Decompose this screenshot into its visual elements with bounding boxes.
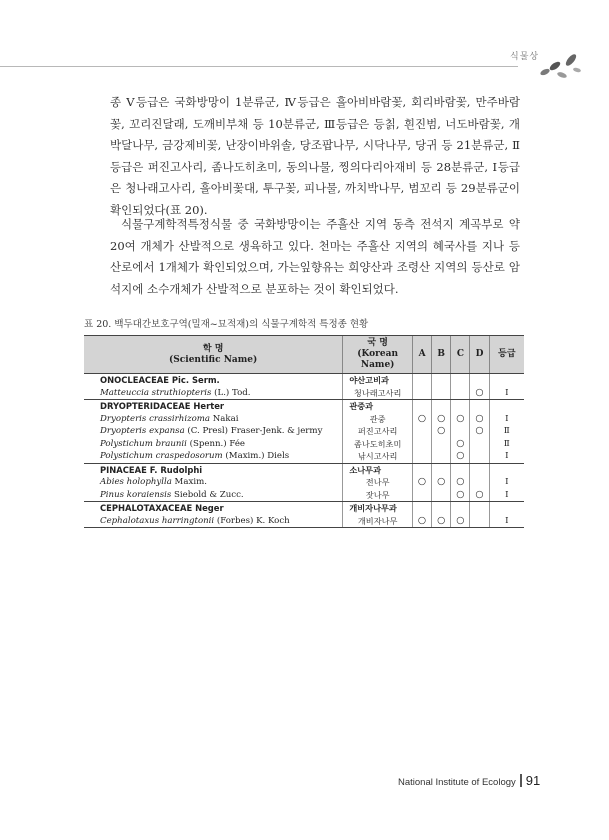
presence-b-cell — [432, 489, 451, 502]
presence-d-cell — [470, 374, 489, 387]
korean-name-cell: 개비자나무 — [343, 515, 413, 528]
page-number: 91 — [525, 773, 541, 788]
scientific-name-cell — [84, 425, 343, 438]
presence-c-cell: ○ — [451, 450, 470, 463]
scientific-name-cell: PINACEAE F. Rudolphi — [100, 464, 203, 475]
header-sci-line1: 학 명 — [202, 343, 224, 354]
presence-c-cell — [451, 425, 470, 438]
grade-cell: Ⅰ — [489, 450, 524, 463]
family-row — [84, 463, 524, 476]
table-header-row — [84, 336, 524, 374]
scientific-name-cell — [84, 476, 343, 489]
presence-c-cell — [451, 387, 470, 400]
species-row — [84, 476, 524, 489]
presence-b-cell — [432, 387, 451, 400]
grade-cell: Ⅰ — [489, 387, 524, 400]
family-row — [84, 400, 524, 413]
presence-b-cell — [432, 463, 451, 476]
presence-b-cell — [432, 502, 451, 515]
author: Nakai — [210, 413, 239, 424]
presence-b-cell — [432, 450, 451, 463]
header-rule — [0, 66, 518, 67]
header-a: A — [412, 336, 431, 374]
header-sci-line2: (Scientific Name) — [169, 354, 258, 365]
korean-name-cell: 개비자나무과 — [343, 502, 413, 515]
species-row — [84, 489, 524, 502]
species-row — [84, 413, 524, 426]
presence-c-cell — [451, 463, 470, 476]
header-korean-name — [343, 336, 413, 374]
presence-d-cell: ○ — [470, 489, 489, 502]
presence-a-cell: ○ — [412, 515, 431, 528]
presence-b-cell — [432, 400, 451, 413]
scientific-name-cell — [84, 515, 343, 528]
presence-c-cell — [451, 502, 470, 515]
presence-b-cell — [432, 438, 451, 451]
body-paragraph-2 — [110, 214, 520, 300]
scientific-name-cell — [84, 438, 343, 451]
scientific-name-cell: CEPHALOTAXACEAE Neger — [100, 503, 224, 514]
header-d: D — [470, 336, 489, 374]
author: (Maxim.) Diels — [222, 451, 290, 462]
presence-a-cell — [412, 374, 431, 387]
scientific-name-cell — [84, 387, 343, 400]
presence-d-cell — [470, 515, 489, 528]
grade-cell: Ⅰ — [489, 489, 524, 502]
presence-b-cell — [432, 374, 451, 387]
author: Siebold & Zucc. — [171, 489, 244, 500]
scientific-name-cell — [84, 489, 343, 502]
presence-c-cell: ○ — [451, 438, 470, 451]
korean-name-cell: 관중과 — [343, 400, 413, 413]
presence-a-cell: ○ — [412, 413, 431, 426]
header-ko-line1: 국 명 — [367, 338, 388, 348]
author: (Spenn.) Fée — [186, 438, 245, 449]
header-b: B — [432, 336, 451, 374]
leaf-ornament-icon — [538, 50, 584, 82]
genus-species: Pinus koraiensis — [100, 489, 172, 500]
korean-name-cell: 잣나무 — [343, 489, 413, 502]
presence-d-cell — [470, 463, 489, 476]
footer-institute: National Institute of Ecology — [398, 777, 516, 788]
genus-species: Dryopteris crassirhizoma — [100, 413, 211, 424]
presence-d-cell — [470, 450, 489, 463]
presence-c-cell: ○ — [451, 476, 470, 489]
presence-b-cell: ○ — [432, 413, 451, 426]
grade-cell: Ⅱ — [489, 425, 524, 438]
header-ko-line2: (Korean Name) — [357, 349, 399, 370]
presence-a-cell: ○ — [412, 476, 431, 489]
presence-c-cell — [451, 400, 470, 413]
presence-d-cell — [470, 400, 489, 413]
presence-b-cell: ○ — [432, 425, 451, 438]
korean-name-cell: 좀나도히초미 — [343, 438, 413, 451]
species-row — [84, 450, 524, 463]
table-caption: 표 20. 백두대간보호구역(밀재~묘적재)의 식물구계학적 특정종 현황 — [84, 319, 369, 330]
footer-separator — [520, 774, 522, 787]
presence-a-cell — [412, 425, 431, 438]
genus-species: Abies holophylla — [100, 477, 172, 488]
author: (Forbes) K. Koch — [214, 515, 290, 526]
body-paragraph-1: 종 Ⅴ등급은 국화방망이 1분류군, Ⅳ등급은 흘아비바람꽃, 회리바람꽃, 만주바람꽃, 꼬리진달래, 도깨비부채 등 10분류군, Ⅲ등급은 등칡, 흰진범, 너도바람꽃, 개박달나무, 금강제비꽃, 난장이바위솔, 당조팝나무, 시닥나무, 당귀 등 21분류군, Ⅱ등급은 퍼진고사리, 좀나도히초미, 동의나물, 찡의다리아재비 등 28분류군, Ⅰ등급은 청나래고사리, 흘아비꽃대, 투구꽃, 피나물, 까치박나무, 범꼬리 등 29분류군이 확인되었다(표 20). — [110, 95, 520, 217]
grade-cell — [489, 400, 524, 413]
author: (C. Presl) Fraser-Jenk. & jermy — [184, 426, 323, 437]
presence-d-cell — [470, 438, 489, 451]
presence-a-cell — [412, 387, 431, 400]
author: (L.) Tod. — [211, 387, 251, 398]
section-label: 식물상 — [510, 52, 540, 62]
table-body — [84, 374, 524, 528]
header-c: C — [451, 336, 470, 374]
genus-species: Polystichum craspedosorum — [100, 451, 223, 462]
scientific-name-cell — [84, 413, 343, 426]
grade-cell: Ⅰ — [489, 413, 524, 426]
grade-cell: Ⅱ — [489, 438, 524, 451]
grade-cell — [489, 463, 524, 476]
presence-a-cell — [412, 438, 431, 451]
genus-species: Polystichum braunii — [100, 438, 187, 449]
presence-a-cell — [412, 502, 431, 515]
korean-name-cell: 전나무 — [343, 476, 413, 489]
species-table — [84, 335, 524, 528]
scientific-name-cell: DRYOPTERIDACEAE Herter — [100, 401, 225, 412]
korean-name-cell: 소나무과 — [343, 463, 413, 476]
korean-name-cell: 야산고비과 — [343, 374, 413, 387]
korean-name-cell: 낚시고사리 — [343, 450, 413, 463]
presence-d-cell: ○ — [470, 425, 489, 438]
species-row — [84, 387, 524, 400]
grade-cell: Ⅰ — [489, 476, 524, 489]
presence-c-cell: ○ — [451, 413, 470, 426]
presence-a-cell — [412, 463, 431, 476]
species-row — [84, 438, 524, 451]
header-grade: 등급 — [489, 336, 524, 374]
korean-name-cell: 관중 — [343, 413, 413, 426]
header-scientific-name — [84, 336, 343, 374]
presence-a-cell — [412, 400, 431, 413]
scientific-name-cell — [84, 450, 343, 463]
grade-cell — [489, 374, 524, 387]
presence-c-cell — [451, 374, 470, 387]
genus-species: Dryopteris expansa — [100, 426, 185, 437]
presence-a-cell — [412, 450, 431, 463]
family-row — [84, 502, 524, 515]
genus-species: Matteuccia struthiopteris — [100, 387, 212, 398]
genus-species: Cephalotaxus harringtonii — [100, 515, 215, 526]
presence-b-cell: ○ — [432, 515, 451, 528]
presence-c-cell: ○ — [451, 489, 470, 502]
grade-cell — [489, 502, 524, 515]
author: Maxim. — [171, 477, 207, 488]
presence-a-cell — [412, 489, 431, 502]
grade-cell: Ⅰ — [489, 515, 524, 528]
page-footer — [398, 773, 540, 788]
family-row — [84, 374, 524, 387]
scientific-name-cell: ONOCLEACEAE Pic. Serm. — [100, 375, 220, 386]
presence-d-cell: ○ — [470, 413, 489, 426]
presence-c-cell: ○ — [451, 515, 470, 528]
presence-d-cell — [470, 476, 489, 489]
presence-d-cell: ○ — [470, 387, 489, 400]
species-row — [84, 515, 524, 528]
presence-b-cell: ○ — [432, 476, 451, 489]
korean-name-cell: 퍼진고사리 — [343, 425, 413, 438]
korean-name-cell: 청나래고사리 — [343, 387, 413, 400]
body-paragraph-2-text: 식물구계학적특정식물 중 국화방망이는 주흘산 지역 동측 전석지 계곡부로 약 20여 개체가 산발적으로 생육하고 있다. 천마는 주흘산 지역의 혜국사를 지나 등산로에서 1개체가 확인되었으며, 가는잎향유는 희양산과 조령산 지역의 등산로 암석지에 소수개체가 산발적으로 분포하는 것이 확인되었다. — [110, 217, 520, 296]
species-row — [84, 425, 524, 438]
presence-d-cell — [470, 502, 489, 515]
